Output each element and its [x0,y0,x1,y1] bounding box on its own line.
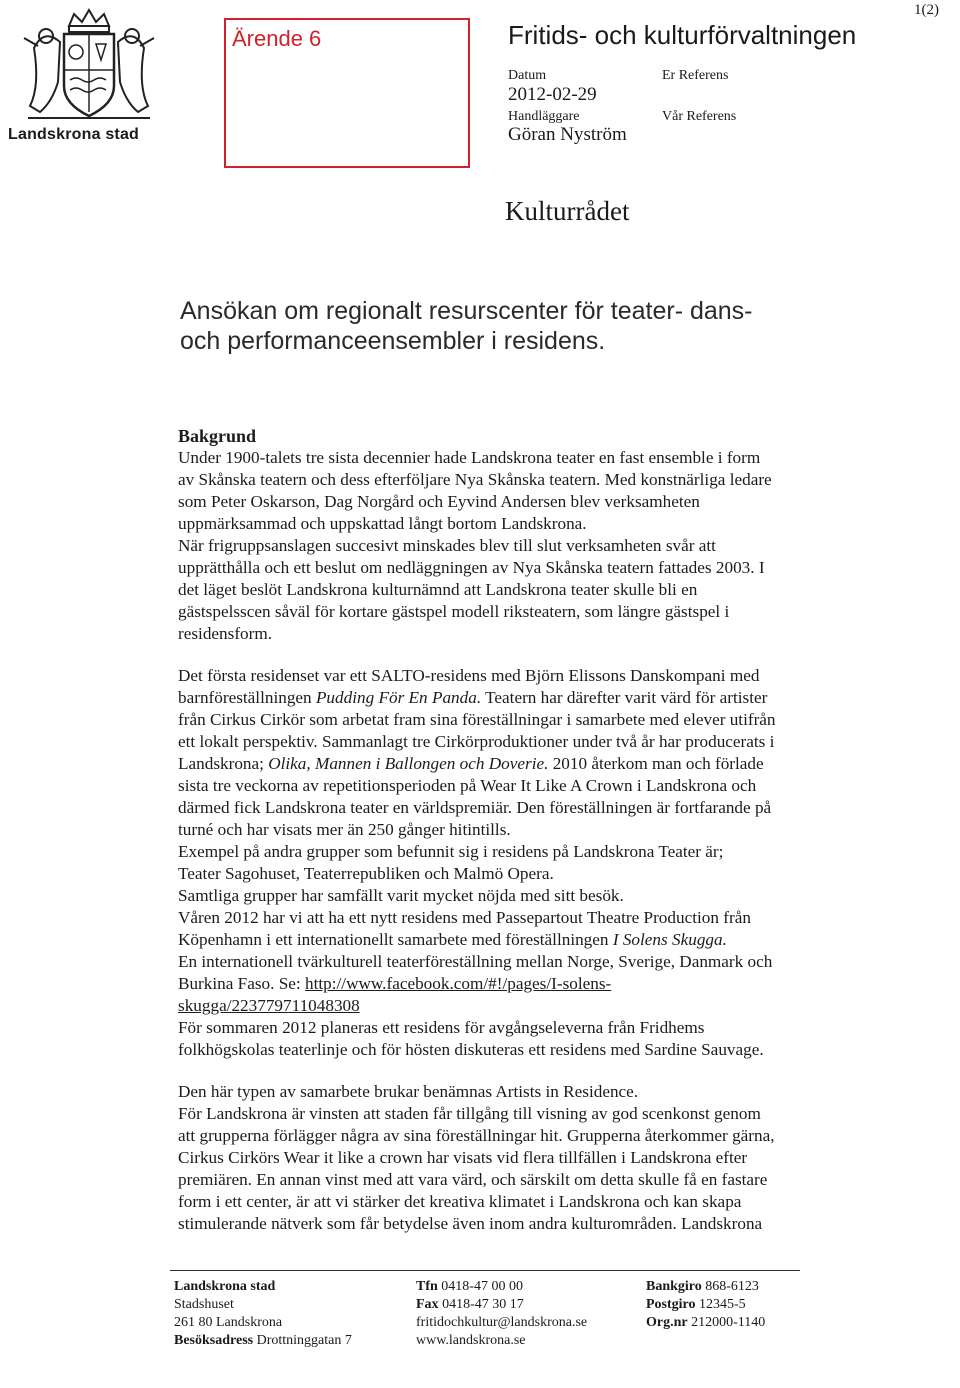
footer-bank [646,1278,765,1332]
crest-caption: Landskrona stad [8,126,140,143]
footer-postgiro-value: 12345-5 [699,1297,746,1312]
datum-value: 2012-02-29 [508,84,597,105]
footer-org-name: Landskrona stad [174,1279,276,1294]
arende-label: Ärende 6 [232,26,322,51]
footer-orgnr-label: Org.nr [646,1315,688,1330]
handlaggare-value: Göran Nyström [508,124,627,145]
body-line: Landskrona; Olika, Mannen i Ballongen och Doverie. 2010 återkom man och förlade [178,754,764,773]
body-line: premiären. En annan vinst med att vara värd, och särskilt om detta skulle få en fastare [178,1170,768,1189]
var-referens-label: Vår Referens [662,109,737,124]
body-line: barnföreställningen Pudding För En Panda. Teatern har därefter varit värd för artister [178,688,768,707]
body-line: För sommaren 2012 planeras ett residens för avgångseleverna från Fridhems [178,1018,705,1037]
body-line: Under 1900-talets tre sista decennier hade Landskrona teater en fast ensemble i form [178,448,761,467]
title-pudding: Pudding För En Panda. [315,688,482,707]
document-heading [180,296,860,356]
body-line: därmed fick Landskrona teater en världspremiär. Den föreställningen är fortfarande på [178,798,772,817]
footer-line: 261 80 Landskrona [174,1315,283,1330]
body-line: Teater Sagohuset, Teaterrepubliken och Malmö Opera. [178,864,554,883]
body-line: Den här typen av samarbete brukar benämnas Artists in Residence. [178,1082,639,1101]
body-line: Burkina Faso. Se: http://www.facebook.com/#!/pages/I-solens- [178,974,612,993]
body-line: att grupperna förlägger några av sina föreställningar hit. Grupperna återkommer gärna, [178,1126,775,1145]
body-line: En internationell tvärkulturell teaterföreställning mellan Norge, Sverige, Danmark och [178,952,773,971]
body-line: form i ett center, är att vi stärker det kreativa klimatet i Landskrona och kan skapa [178,1192,742,1211]
body-line: Samtliga grupper har samfällt varit mycket nöjda med sitt besök. [178,886,624,905]
heading-line: och performanceensembler i residens. [180,327,606,355]
footer-fax-value: 0418-47 30 17 [442,1297,524,1312]
footer-email-link[interactable]: fritidochkultur@landskrona.se [416,1315,588,1330]
body-line: turné och har visats mer än 250 gånger hitintills. [178,820,511,839]
footer-contact [416,1278,587,1350]
body-line: residensform. [178,624,273,643]
body-line: Exempel på andra grupper som befunnit sig i residens på Landskrona Teater är; [178,842,724,861]
footer-address [174,1278,352,1350]
section-title-bakgrund: Bakgrund [178,426,257,446]
body-line: från Cirkus Cirkör som arbetat fram sina föreställningar i samarbete med elever utifrån [178,710,776,729]
footer-visit-label: Besöksadress [174,1333,254,1348]
title-solens-skugga: I Solens Skugga. [612,930,727,949]
body-line: uppmärksammad och uppskattad långt bortom Landskrona. [178,514,587,533]
body-line: Köpenhamn i ett internationellt samarbete med föreställningen I Solens Skugga. [178,930,727,949]
footer-line: Stadshuset [174,1297,234,1312]
title-olika: Olika, Mannen i Ballongen och Doverie. [268,754,549,773]
facebook-link-continued[interactable]: skugga/223779711048308 [178,996,360,1015]
footer-tfn-value: 0418-47 00 00 [441,1279,523,1294]
body-line: det läget beslöt Landskrona kulturnämnd att Landskrona teater skulle bli en [178,580,698,599]
body-line: stimulerande nätverk som får betydelse även inom andra kulturområden. Landskrona [178,1214,763,1233]
body-line: Våren 2012 har vi att ha ett nytt residens med Passepartout Theatre Production från [178,908,751,927]
landskrona-crest-logo [14,8,164,126]
document-body [178,425,838,1235]
footer-orgnr-value: 212000-1140 [691,1315,766,1330]
body-line: När frigruppsanslagen succesivt minskades blev till slut verksamheten svår att [178,536,716,555]
footer-postgiro-label: Postgiro [646,1297,696,1312]
page-number: 1(2) [914,2,939,18]
body-line: upprätthålla och ett beslut om nedläggningen av Nya Skånska teatern fattades 2003. I [178,558,765,577]
footer-web-link[interactable]: www.landskrona.se [416,1333,526,1348]
body-line: folkhögskolas teaterlinje och för hösten diskuteras ett residens med Sardine Sauvage. [178,1040,764,1059]
body-line [178,995,838,1017]
body-line: sista tre veckorna av repetitionsperioden på Wear It Like A Crown i Landskrona och [178,776,757,795]
footer-visit-value: Drottninggatan 7 [256,1333,352,1348]
footer-divider [170,1270,800,1271]
body-line: gästspelsscen såväl för kortare gästspel modell riksteatern, som längre gästspel i [178,602,730,621]
organization-name: Fritids- och kulturförvaltningen [508,20,857,50]
body-line: som Peter Oskarson, Dag Norgård och Eyvind Andersen blev verksamheten [178,492,700,511]
datum-label: Datum [508,68,547,83]
body-line: Det första residenset var ett SALTO-residens med Björn Elissons Danskompani med [178,666,760,685]
body-line: av Skånska teatern och dess efterföljare Nya Skånska teatern. Med konstnärliga ledare [178,470,772,489]
handlaggare-label: Handläggare [508,109,580,124]
body-line: För Landskrona är vinsten att staden får tillgång till visning av god scenkonst genom [178,1104,761,1123]
footer-bankgiro-value: 868-6123 [705,1279,759,1294]
footer-tfn-label: Tfn [416,1279,438,1294]
body-line: Cirkus Cirkörs Wear it like a crown har visats vid flera tillfällen i Landskrona efter [178,1148,748,1167]
arende-box [224,18,470,168]
footer-fax-label: Fax [416,1297,439,1312]
heading-line: Ansökan om regionalt resurscenter för teater- dans- [180,297,753,325]
footer-bankgiro-label: Bankgiro [646,1279,702,1294]
facebook-link[interactable]: http://www.facebook.com/#!/pages/I-solens- [305,974,612,993]
committee-name: Kulturrådet [505,196,630,226]
body-line: ett lokalt perspektiv. Sammanlagt tre Cirkörproduktioner under två år har producerats i [178,732,775,751]
er-referens-label: Er Referens [662,68,729,83]
